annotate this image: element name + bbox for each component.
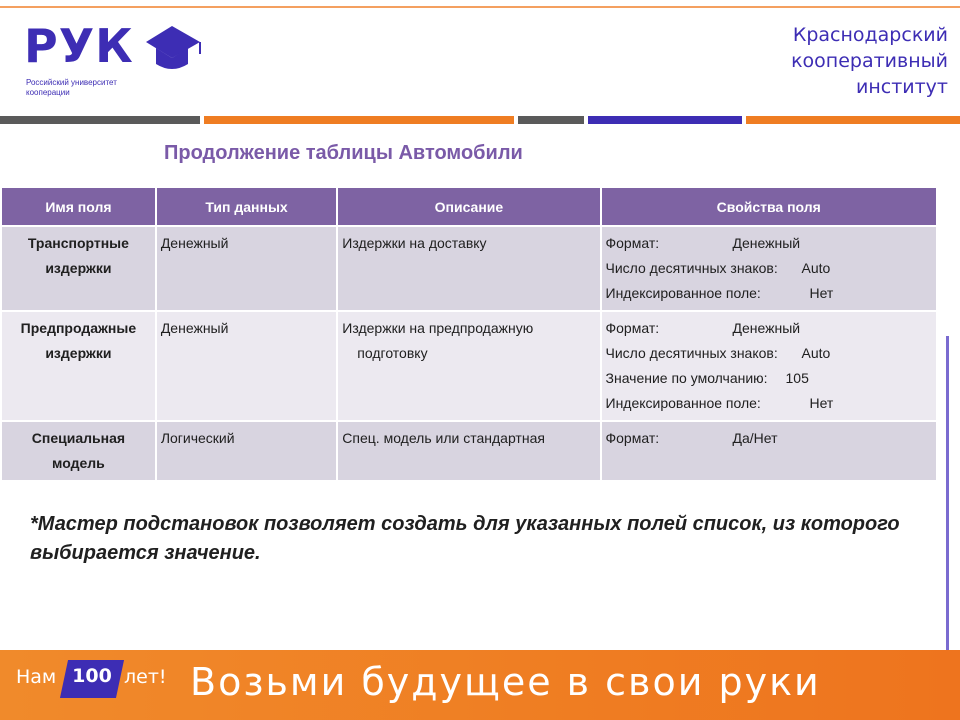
description-line: Издержки на предпродажную bbox=[342, 320, 534, 336]
cell-field-name bbox=[1, 421, 156, 481]
property-row bbox=[606, 341, 933, 366]
property-key: Значение по умолчанию: bbox=[605, 370, 768, 386]
header-field-properties: Свойства поля bbox=[601, 187, 938, 226]
cell-data-type: Денежный bbox=[156, 226, 337, 311]
cell-field-name bbox=[1, 226, 156, 311]
fields-table bbox=[0, 186, 938, 482]
cell-data-type: Денежный bbox=[156, 311, 337, 421]
graduation-cap-icon bbox=[142, 20, 206, 74]
cell-description bbox=[337, 226, 600, 311]
institute-line-2: кооперативный bbox=[791, 50, 948, 72]
property-value: Да/Нет bbox=[732, 430, 778, 446]
ruk-logo bbox=[24, 18, 214, 106]
field-name-line: модель bbox=[52, 455, 105, 471]
stripe-orange-2 bbox=[746, 116, 960, 124]
property-value: Денежный bbox=[732, 235, 801, 251]
property-row bbox=[606, 391, 933, 416]
field-name-line: издержки bbox=[45, 345, 112, 361]
top-accent-line bbox=[0, 6, 960, 8]
description-line: подготовку bbox=[357, 345, 428, 361]
table-row bbox=[1, 226, 937, 311]
property-key: Число десятичных знаков: bbox=[605, 345, 778, 361]
stripe-gray-1 bbox=[0, 116, 200, 124]
cell-description bbox=[337, 421, 600, 481]
field-name-line: Транспортные bbox=[27, 235, 129, 251]
property-key: Формат: bbox=[605, 430, 660, 446]
property-value: 105 bbox=[785, 370, 809, 386]
field-name-line: издержки bbox=[45, 260, 112, 276]
description-line: Издержки на доставку bbox=[342, 235, 487, 251]
property-value: Auto bbox=[801, 260, 831, 276]
table-row bbox=[1, 421, 937, 481]
property-value: Auto bbox=[801, 345, 831, 361]
header-data-type: Тип данных bbox=[156, 187, 337, 226]
logo-subtitle: Российский университет кооперации bbox=[26, 78, 117, 97]
property-value: Нет bbox=[809, 395, 834, 411]
property-value: Денежный bbox=[732, 320, 801, 336]
property-key: Формат: bbox=[605, 235, 660, 251]
stripe-gray-2 bbox=[518, 116, 584, 124]
cell-properties bbox=[601, 311, 938, 421]
footer-banner bbox=[0, 650, 960, 720]
cell-properties bbox=[601, 226, 938, 311]
property-row bbox=[606, 231, 933, 256]
cell-data-type: Логический bbox=[156, 421, 337, 481]
property-row bbox=[606, 426, 933, 451]
table-header-row bbox=[1, 187, 937, 226]
property-row bbox=[606, 316, 933, 341]
header-description: Описание bbox=[337, 187, 600, 226]
property-key: Индексированное поле: bbox=[605, 285, 761, 301]
slide-title: Продолжение таблицы Автомобили bbox=[164, 142, 523, 164]
table-row bbox=[1, 311, 937, 421]
institute-line-1: Краснодарский bbox=[792, 24, 948, 46]
property-key: Число десятичных знаков: bbox=[605, 260, 778, 276]
logo-text: РУК bbox=[24, 19, 134, 73]
note-text: *Мастер подстановок позволяет создать для указанных полей список, из которого выбирается значение. bbox=[30, 513, 900, 564]
field-name-line: Предпродажные bbox=[20, 320, 137, 336]
property-row bbox=[606, 366, 933, 391]
property-row bbox=[606, 256, 933, 281]
stripe-blue bbox=[588, 116, 742, 124]
property-row bbox=[606, 281, 933, 306]
description-line: Спец. модель или стандартная bbox=[342, 430, 545, 446]
footer-let: лет! bbox=[124, 666, 167, 688]
cell-properties bbox=[601, 421, 938, 481]
right-accent-border bbox=[946, 336, 949, 652]
stripe-orange-1 bbox=[204, 116, 514, 124]
footer-slogan: Возьми будущее в свои руки bbox=[190, 660, 821, 704]
cell-field-name bbox=[1, 311, 156, 421]
header-field-name: Имя поля bbox=[1, 187, 156, 226]
property-key: Индексированное поле: bbox=[605, 395, 761, 411]
property-value: Нет bbox=[809, 285, 834, 301]
anniversary-years: 100 bbox=[72, 665, 112, 687]
institute-line-3: институт bbox=[855, 76, 948, 98]
footer-nam: Нам bbox=[16, 666, 57, 688]
institute-name bbox=[728, 22, 948, 100]
cell-description bbox=[337, 311, 600, 421]
property-key: Формат: bbox=[605, 320, 660, 336]
field-name-line: Специальная bbox=[31, 430, 126, 446]
